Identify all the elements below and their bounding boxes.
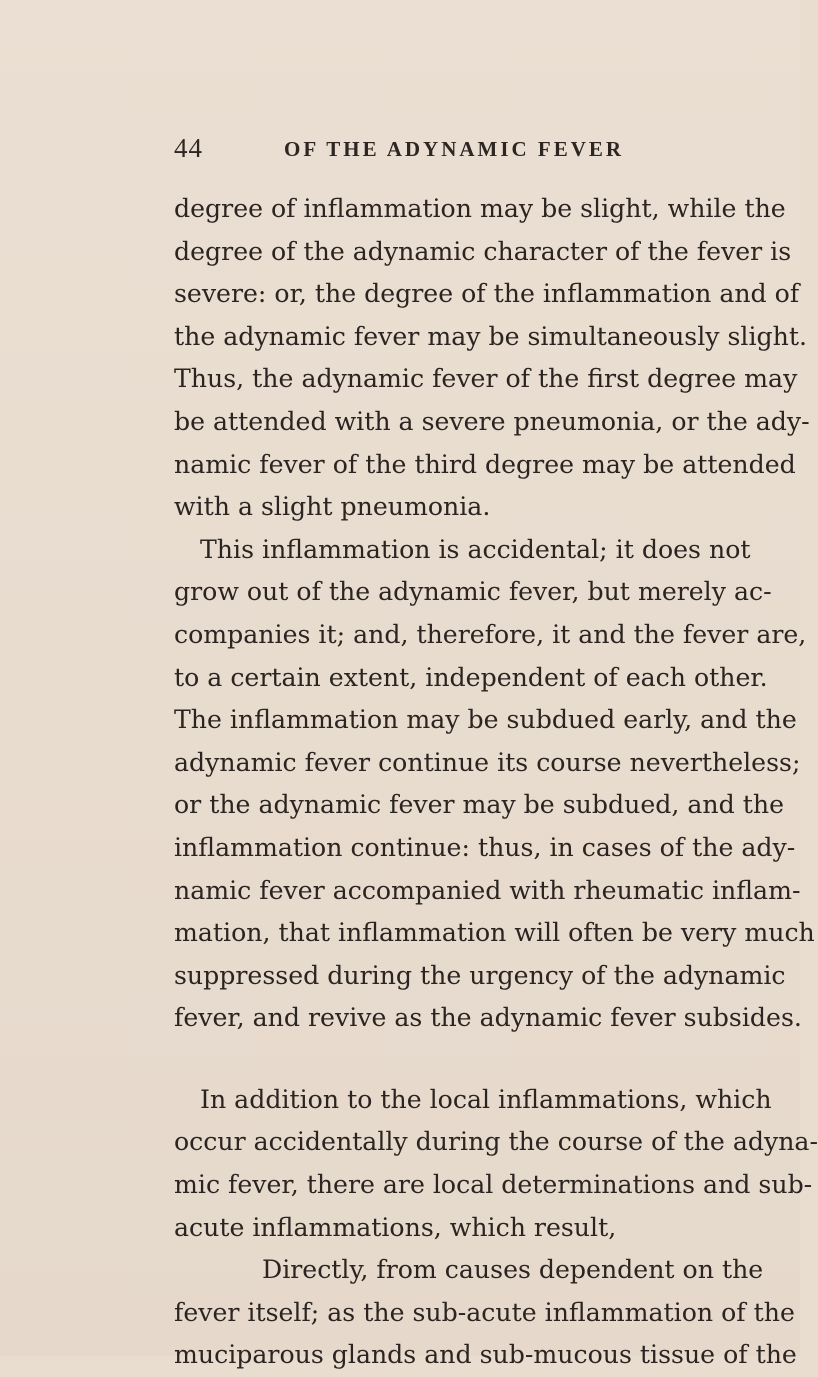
text-line: inflammation continue: thus, in cases of the ady-	[174, 832, 796, 862]
text-line: or the adynamic fever may be subdued, and the	[174, 790, 784, 820]
paragraph-4	[174, 1249, 797, 1377]
text-line: mation, that inflammation will often be very much	[174, 918, 815, 948]
text-line: severe: or, the degree of the inflammation and of	[174, 279, 800, 309]
text-line: the adynamic fever may be simultaneously slight.	[174, 321, 808, 351]
running-head	[174, 133, 736, 169]
text-line: degree of the adynamic character of the fever is	[174, 236, 792, 266]
page-number: 44	[174, 133, 203, 163]
text-line: This inflammation is accidental; it does not	[200, 534, 751, 564]
text-line: muciparous glands and sub-mucous tissue of the	[174, 1340, 797, 1370]
text-line: fever, and revive as the adynamic fever subsides.	[174, 1003, 802, 1033]
text-line: acute inflammations, which result,	[174, 1212, 617, 1242]
text-line: companies it; and, therefore, it and the fever are,	[174, 619, 807, 649]
running-title: OF THE ADYNAMIC FEVER	[284, 137, 625, 161]
text-line: be attended with a severe pneumonia, or the ady-	[174, 406, 810, 436]
text-line: fever itself; as the sub-acute inflammation of the	[174, 1297, 795, 1327]
text-line: The inflammation may be subdued early, and the	[174, 705, 797, 735]
text-line: namic fever accompanied with rheumatic inflam-	[174, 875, 801, 905]
text-line: grow out of the adynamic fever, but merely ac-	[174, 577, 772, 607]
body-text	[174, 188, 818, 1377]
text-line: to a certain extent, independent of each other.	[174, 662, 768, 692]
text-line: suppressed during the urgency of the adynamic	[174, 960, 786, 990]
paragraph-gap	[174, 1040, 736, 1079]
text-line: occur accidentally during the course of the adyna-	[174, 1127, 818, 1157]
text-line: In addition to the local inflammations, which	[200, 1084, 772, 1114]
text-line: with a slight pneumonia.	[174, 492, 491, 522]
text-line: degree of inflammation may be slight, while the	[174, 194, 786, 223]
paragraph-2	[174, 529, 815, 1040]
text-line: namic fever of the third degree may be attended	[174, 449, 796, 479]
text-line: Directly, from causes dependent on the	[262, 1255, 764, 1285]
paragraph-3	[174, 1079, 818, 1249]
paragraph-1	[174, 188, 810, 529]
text-line: mic fever, there are local determinations and sub-	[174, 1170, 813, 1200]
text-line: adynamic fever continue its course nevertheless;	[174, 747, 801, 777]
text-line: Thus, the adynamic fever of the first degree may	[174, 364, 798, 394]
